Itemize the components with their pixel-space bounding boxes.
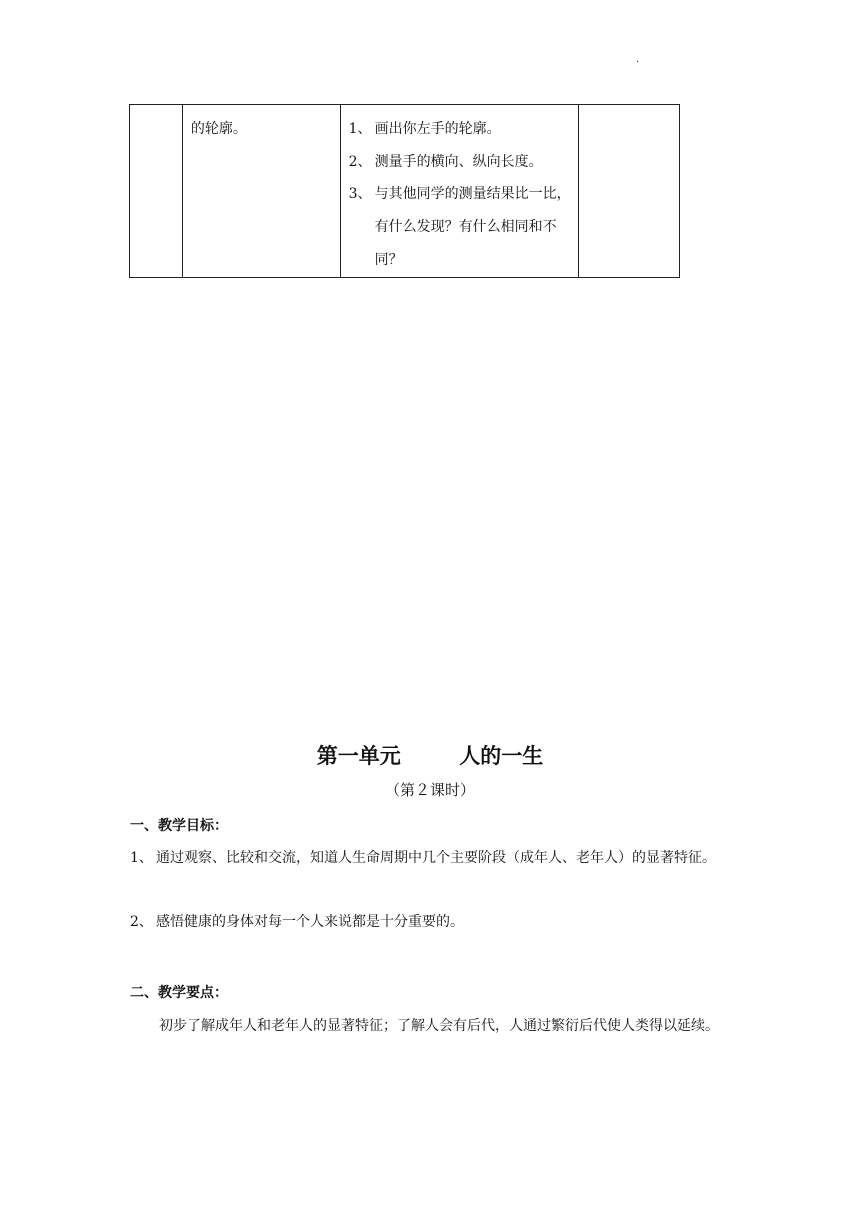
section-heading-goals: 一、教学目标： xyxy=(130,818,228,834)
page-mark: · xyxy=(636,57,640,68)
step-number: 2、 xyxy=(348,154,372,170)
step-text: 测量手的横向、纵向长度。 xyxy=(374,154,543,170)
keypoints-paragraph: 初步了解成年人和老年人的显著特征；了解人会有后代，人通过繁衍后代使人类得以延续。 xyxy=(159,1018,719,1034)
step-number: 3、 xyxy=(348,186,372,202)
goal-item xyxy=(130,907,730,938)
step-text: 与其他同学的测量结果比一比，有什么发现？有什么相同和不同？ xyxy=(374,186,571,268)
table-cell-steps xyxy=(340,105,579,278)
list-item xyxy=(349,119,575,139)
table-cell-content xyxy=(182,105,340,278)
activity-table xyxy=(129,104,680,278)
page-subtitle: （第２课时） xyxy=(384,781,475,799)
goal-number: 2、 xyxy=(130,914,153,930)
table-row xyxy=(130,105,680,278)
table-cell-empty-left xyxy=(130,105,183,278)
goal-item xyxy=(130,843,730,874)
steps-list xyxy=(341,105,579,277)
step-text: 画出你左手的轮廓。 xyxy=(374,121,501,137)
table-cell-text: 的轮廓。 xyxy=(190,121,247,137)
goal-text: 感悟健康的身体对每一个人来说都是十分重要的。 xyxy=(156,914,464,930)
goal-text: 通过观察、比较和交流，知道人生命周期中几个主要阶段（成年人、老年人）的显著特征。 xyxy=(156,850,716,866)
section-heading-keypoints: 二、教学要点： xyxy=(130,985,228,1001)
goal-number: 1、 xyxy=(130,850,153,866)
table-cell-empty-right xyxy=(579,105,680,278)
page-title: 第一单元 人的一生 xyxy=(316,744,544,768)
list-item xyxy=(349,152,575,172)
step-number: 1、 xyxy=(348,121,372,137)
list-item xyxy=(349,178,575,277)
